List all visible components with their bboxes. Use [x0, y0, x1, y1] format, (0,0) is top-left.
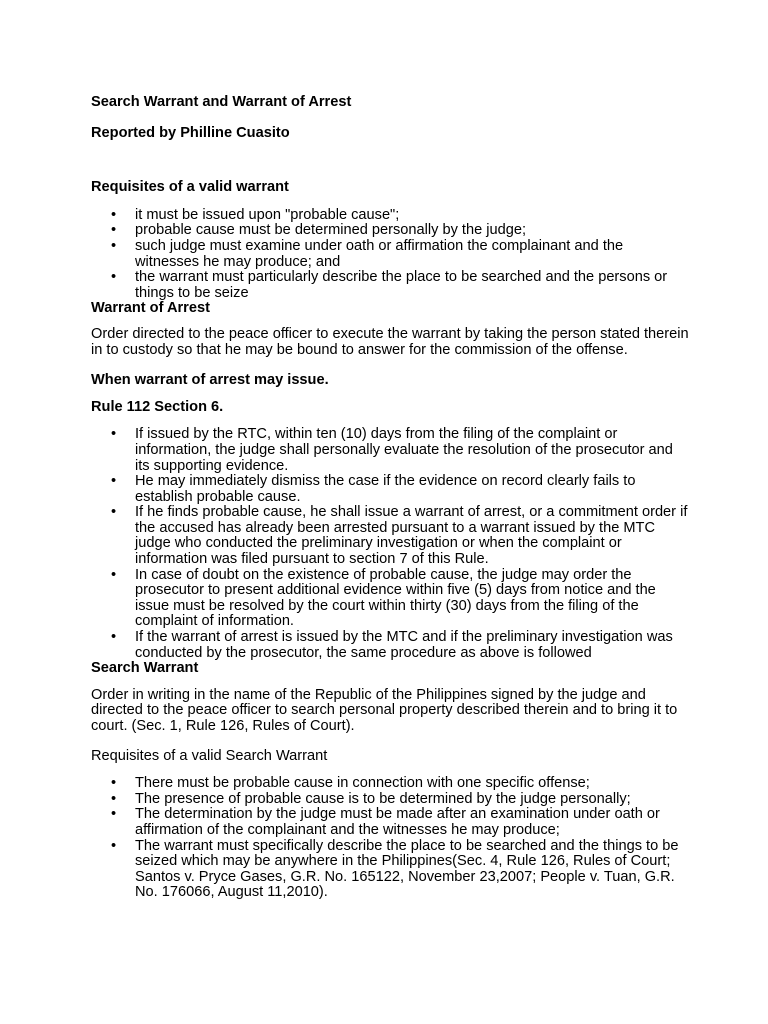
list-item: [91, 427, 691, 474]
rule-list: [91, 427, 691, 661]
search-warrant-text: Order in writing in the name of the Republic of the Philippines signed by the judge and directed to the peace officer to search personal property described therein and to bring it to court. (Sec. 1, Rule 126, Rules of Court).: [91, 686, 678, 734]
bullet-icon: •: [111, 629, 117, 646]
list-item: [91, 270, 691, 301]
list-item-text: probable cause must be determined personally by the judge;: [135, 222, 527, 239]
bullet-icon: •: [111, 473, 117, 490]
bullet-icon: •: [111, 269, 117, 286]
list-item: [91, 839, 691, 901]
list-item: [91, 792, 691, 808]
search-requisites-heading: Requisites of a valid Search Warrant: [91, 747, 328, 764]
search-warrant-heading: Search Warrant: [91, 660, 199, 677]
list-item: [91, 474, 691, 505]
list-item: [91, 208, 691, 224]
search-requisites-list: [91, 776, 691, 901]
list-item-text: If issued by the RTC, within ten (10) days from the filing of the complaint or information, the judge shall personally evaluate the resolution of the prosecutor and its supporting evidence.: [135, 426, 673, 474]
list-item-text: The warrant must specifically describe the place to be searched and the things to be seized which may be anywhere in the Philippines(Sec. 4, Rule 126, Rules of Court; Santos v. Pryce Gases, G.R. No. 165122, November 23,2007; People v. Tuan, G.R. No. 176066, August 11,2010).: [135, 837, 679, 901]
bullet-icon: •: [111, 775, 117, 792]
list-item-text: the warrant must particularly describe the place to be searched and the persons or things to be seize: [135, 269, 668, 301]
bullet-icon: •: [111, 222, 117, 239]
list-item-text: There must be probable cause in connection with one specific offense;: [135, 775, 590, 792]
list-item-text: The determination by the judge must be made after an examination under oath or affirmation of the complainant and the witnesses he may produce;: [135, 806, 660, 838]
bullet-icon: •: [111, 504, 117, 521]
list-item-text: The presence of probable cause is to be determined by the judge personally;: [135, 790, 631, 807]
bullet-icon: •: [111, 206, 117, 223]
list-item-text: If he finds probable cause, he shall issue a warrant of arrest, or a commitment order if the accused has already been arrested pursuant to a warrant issued by the MTC judge who conducted the preliminary investigation or when the complaint or information was filed pursuant to section 7 of this Rule.: [135, 504, 688, 568]
list-item: [91, 239, 691, 270]
warrant-of-arrest-text: Order directed to the peace officer to execute the warrant by taking the person stated therein in to custody so that he may be bound to answer for the commission of the offense.: [91, 325, 689, 358]
list-item: [91, 776, 691, 792]
bullet-icon: •: [111, 790, 117, 807]
requisites-list: [91, 208, 691, 302]
bullet-icon: •: [111, 806, 117, 823]
requisites-heading: Requisites of a valid warrant: [91, 179, 289, 196]
document-title: Search Warrant and Warrant of Arrest: [91, 94, 352, 110]
list-item: [91, 807, 691, 838]
list-item: [91, 505, 691, 567]
rule-heading: Rule 112 Section 6.: [91, 398, 224, 415]
bullet-icon: •: [111, 837, 117, 854]
list-item-text: it must be issued upon "probable cause";: [135, 206, 400, 223]
list-item: [91, 568, 691, 630]
list-item-text: In case of doubt on the existence of probable cause, the judge may order the prosecutor to present additional evidence within five (5) days from notice and the issue must be resolved by the court within thirty (30) days from the filing of the complaint of information.: [135, 566, 656, 630]
document-body: [91, 95, 691, 901]
bullet-icon: •: [111, 566, 117, 583]
list-item-text: He may immediately dismiss the case if the evidence on record clearly fails to establish probable cause.: [135, 473, 636, 505]
list-item: [91, 630, 691, 661]
list-item-text: If the warrant of arrest is issued by the MTC and if the preliminary investigation was conducted by the prosecutor, the same procedure as above is followed: [135, 629, 673, 661]
when-warrant-heading: When warrant of arrest may issue.: [91, 372, 329, 389]
list-item-text: such judge must examine under oath or affirmation the complainant and the witnesses he may produce; and: [135, 237, 624, 270]
bullet-icon: •: [111, 237, 117, 254]
list-item: [91, 223, 691, 239]
bullet-icon: •: [111, 426, 117, 443]
warrant-of-arrest-heading: Warrant of Arrest: [91, 300, 210, 317]
reporter-line: Reported by Philline Cuasito: [91, 124, 290, 141]
